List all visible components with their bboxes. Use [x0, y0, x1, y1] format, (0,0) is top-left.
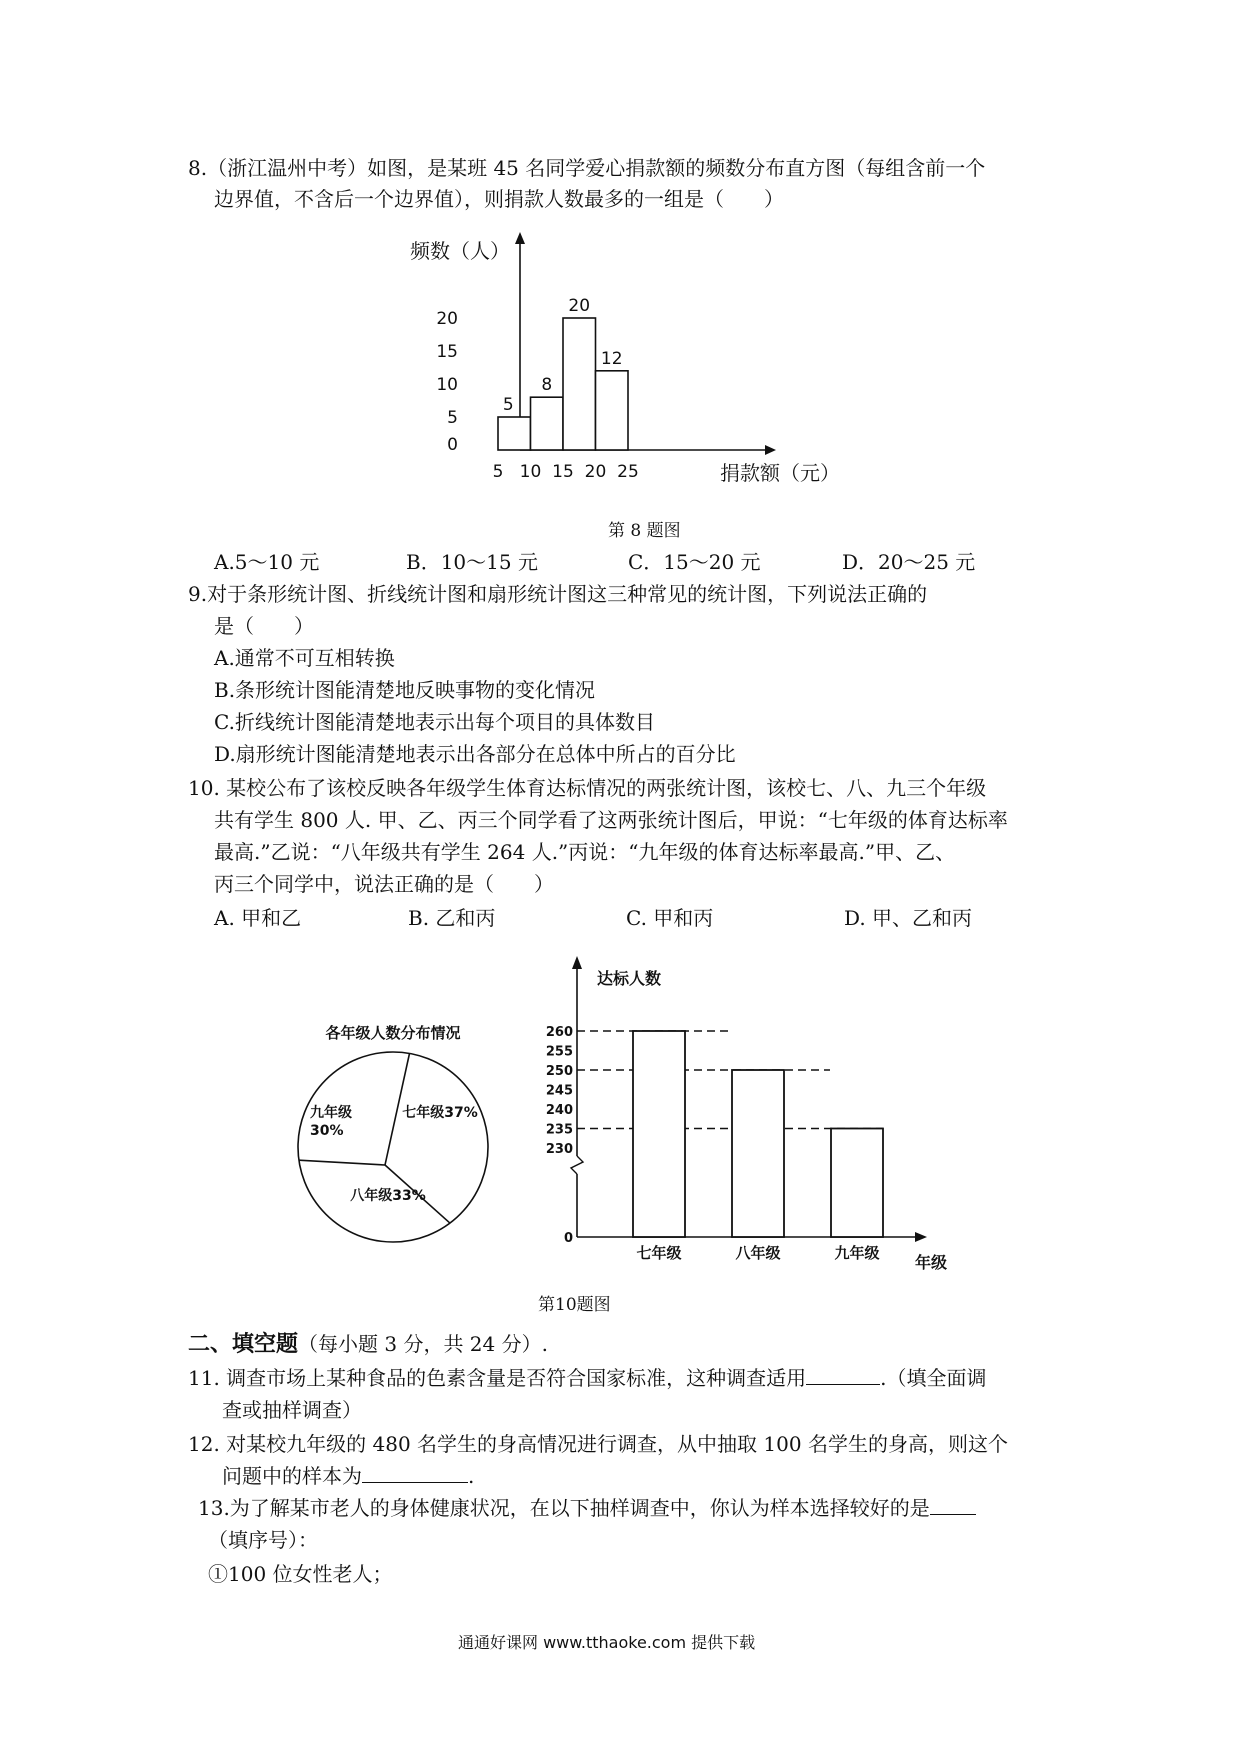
q8-text-line2: 边界值，不含后一个边界值），则捐款人数最多的一组是（ ） [214, 187, 784, 211]
q10-text-line3: 最高.”乙说：“八年级共有学生 264 人.”丙说：“九年级的体育达标率最高.”甲、乙、 [214, 840, 956, 864]
bar-ytick-240: 240 [545, 1103, 573, 1118]
bar-xtick-3: 九年级 [834, 1244, 880, 1262]
histogram-xtick-15: 15 [552, 462, 574, 482]
q11-text-b: .（填全面调 [880, 1366, 987, 1390]
q13-text-a: 13.为了解某市老人的身体健康状况，在以下抽样调查中，你认为样本选择较好的是 [198, 1496, 930, 1520]
q8-options [214, 548, 1114, 576]
section2-title: 二、填空题 [188, 1332, 299, 1357]
page-footer: 通通好课网 www.tthaoke.com 提供下载 [458, 1633, 756, 1652]
q9-text-line2: 是（ ） [214, 614, 314, 638]
q11-answer-blank[interactable] [806, 1364, 880, 1385]
q10-text-line2: 共有学生 800 人. 甲、乙、丙三个同学看了这两张统计图后，甲说：“七年级的体育达标率 [214, 808, 1008, 832]
pie-slice-label-3-line1: 九年级 [310, 1105, 352, 1121]
q9-option-b: B.条形统计图能清楚地反映事物的变化情况 [214, 678, 596, 702]
q13-item1: ①100 位女性老人； [208, 1562, 393, 1586]
q8-figure-caption: 第 8 题图 [608, 521, 681, 541]
bar-ytick-250: 250 [545, 1064, 573, 1079]
q10-text-line1: 10. 某校公布了该校反映各年级学生体育达标情况的两张统计图，该校七、八、九三个年级 [188, 776, 987, 800]
q10-options [214, 904, 1114, 932]
bar-2 [732, 1070, 784, 1237]
bar-ytick-255: 255 [545, 1044, 573, 1060]
bar-ytick-245: 245 [545, 1083, 573, 1099]
histogram-ytick-0: 0 [447, 435, 458, 455]
q9-option-a: A.通常不可互相转换 [214, 646, 395, 670]
q10-bar-chart [535, 952, 955, 1272]
q10-option-d: D. 甲、乙和丙 [844, 906, 973, 930]
histogram-bar-4 [596, 371, 629, 450]
q12-answer-blank[interactable] [362, 1462, 468, 1483]
q10-text-line4: 丙三个同学中，说法正确的是（ ） [214, 872, 554, 896]
bar-ytick-230: 230 [545, 1142, 573, 1157]
pie-slice-label-1: 七年级37% [402, 1105, 478, 1121]
histogram-xtick-20: 20 [584, 462, 607, 482]
q11-text-line1 [188, 1364, 987, 1392]
q8-option-d: D．20～25 元 [842, 550, 976, 574]
q10-pie-outline [298, 1052, 488, 1242]
q10-option-c: C. 甲和丙 [626, 906, 714, 930]
q8-histogram-ylabel: 频数（人） [410, 239, 510, 263]
q13-text-line2: （填序号）： [208, 1528, 318, 1552]
histogram-xtick-10: 10 [519, 462, 542, 482]
histogram-bar-label-1: 5 [502, 395, 514, 415]
bar-3 [831, 1129, 883, 1238]
histogram-ytick-15: 15 [436, 342, 458, 362]
q8-text-line1: 8.（浙江温州中考）如图，是某班 45 名同学爱心捐款额的频数分布直方图（每组含前一个 [188, 156, 986, 180]
q11-text-line2: 查或抽样调查） [222, 1398, 362, 1422]
histogram-ytick-20: 20 [436, 309, 458, 329]
histogram-xtick-5: 5 [492, 462, 504, 482]
pie-slice-label-2: 八年级33% [350, 1188, 426, 1204]
histogram-bar-3 [563, 318, 596, 450]
q10-option-b: B. 乙和丙 [408, 906, 496, 930]
q8-option-c: C．15～20 元 [628, 550, 761, 574]
q12-text-a: 问题中的样本为 [222, 1464, 362, 1488]
q10-bar-xlabel: 年级 [915, 1253, 948, 1272]
q10-bar-ylabel: 达标人数 [597, 969, 662, 988]
q10-pie-chart [290, 1020, 510, 1260]
q12-text-line1: 12. 对某校九年级的 480 名学生的身高情况进行调查，从中抽取 100 名学生的身高，则这个 [188, 1432, 1008, 1456]
q10-pie-title: 各年级人数分布情况 [325, 1024, 461, 1042]
histogram-bar-label-2: 8 [541, 375, 553, 396]
bar-xtick-2: 八年级 [735, 1244, 781, 1262]
bar-ytick-235: 235 [545, 1122, 573, 1138]
section2-note: （每小题 3 分，共 24 分）. [298, 1332, 548, 1356]
q11-text-a: 11. 调查市场上某种食品的色素含量是否符合国家标准，这种调查适用 [188, 1366, 807, 1390]
histogram-ytick-5: 5 [447, 408, 458, 428]
bar-ytick-0: 0 [563, 1231, 573, 1246]
q12-text-b: . [468, 1464, 475, 1488]
q13-text-line1 [198, 1494, 976, 1522]
q10-figure-caption: 第10题图 [538, 1295, 611, 1315]
q8-histogram [400, 232, 860, 497]
bar-1 [633, 1031, 685, 1237]
histogram-bar-2 [531, 397, 564, 450]
pie-slice-divider-3 [299, 1160, 385, 1165]
histogram-ytick-10: 10 [436, 375, 458, 395]
pie-slice-label-3-line2: 30% [310, 1123, 344, 1139]
q13-answer-blank[interactable] [930, 1494, 976, 1515]
q12-text-line2 [222, 1462, 474, 1490]
q9-option-c: C.折线统计图能清楚地表示出每个项目的具体数目 [214, 710, 655, 734]
bar-ytick-260: 260 [545, 1025, 573, 1040]
section2-heading [188, 1330, 548, 1359]
q9-text-line1: 9.对于条形统计图、折线统计图和扇形统计图这三种常见的统计图，下列说法正确的 [188, 582, 928, 606]
histogram-bar-1 [498, 417, 531, 450]
histogram-bar-label-4: 12 [600, 348, 623, 369]
bar-xtick-1: 七年级 [636, 1244, 682, 1262]
q8-option-b: B．10～15 元 [406, 550, 538, 574]
histogram-bar-label-3: 20 [568, 296, 591, 316]
q10-option-a: A. 甲和乙 [214, 906, 302, 930]
q9-option-d: D.扇形统计图能清楚地表示出各部分在总体中所占的百分比 [214, 742, 736, 766]
histogram-xtick-25: 25 [617, 462, 639, 482]
q8-histogram-xlabel: 捐款额（元） [720, 461, 840, 485]
q8-option-a: A.5～10 元 [214, 550, 320, 574]
